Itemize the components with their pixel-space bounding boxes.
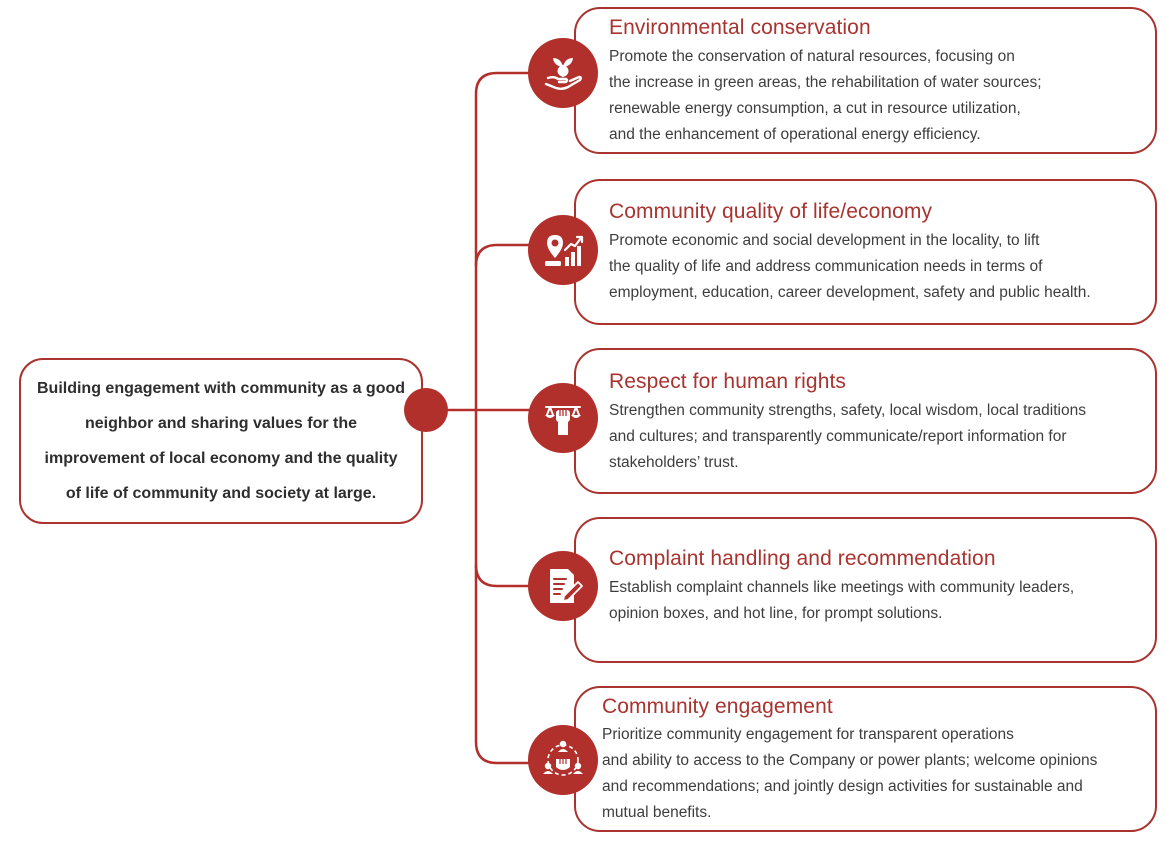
card-description: Prioritize community engagement for transparent operations and ability to access to the Company or power plants; welcome opinions and recommendations; and jointly design activities for sustainable and mutual benefits.	[602, 726, 1098, 821]
central-goal-box	[19, 358, 423, 524]
community-group-icon	[528, 725, 598, 795]
card-description: Strengthen community strengths, safety, local wisdom, local traditions and cultures; and transparently communicate/report information for stakeholders’ trust.	[609, 402, 1086, 471]
card-title: Environmental conservation	[609, 16, 871, 39]
card-description: Establish complaint channels like meetings with community leaders, opinion boxes, and hot line, for prompt solutions.	[609, 579, 1075, 622]
card-title: Respect for human rights	[609, 370, 847, 393]
card-title: Community quality of life/economy	[609, 200, 933, 223]
hand-plant-icon	[528, 38, 598, 108]
location-growth-icon	[528, 215, 598, 285]
central-goal-text: Building engagement with community as a good neighbor and sharing values for the improvement of local economy and the quality of life of community and society at large.	[36, 380, 406, 502]
card-description: Promote the conservation of natural resources, focusing on the increase in green areas, the rehabilitation of water sources; renewable energy consumption, a cut in resource utilization, and the enhancement of operational energy efficiency.	[609, 48, 1042, 143]
hub-dot	[404, 388, 448, 432]
document-pen-icon	[528, 551, 598, 621]
card-description: Promote economic and social development in the locality, to lift the quality of life and address communication needs in terms of employment, education, career development, safety and public health.	[609, 232, 1091, 301]
justice-fist-icon	[528, 383, 598, 453]
card-title: Community engagement	[602, 695, 833, 718]
card-title: Complaint handling and recommendation	[609, 547, 996, 570]
